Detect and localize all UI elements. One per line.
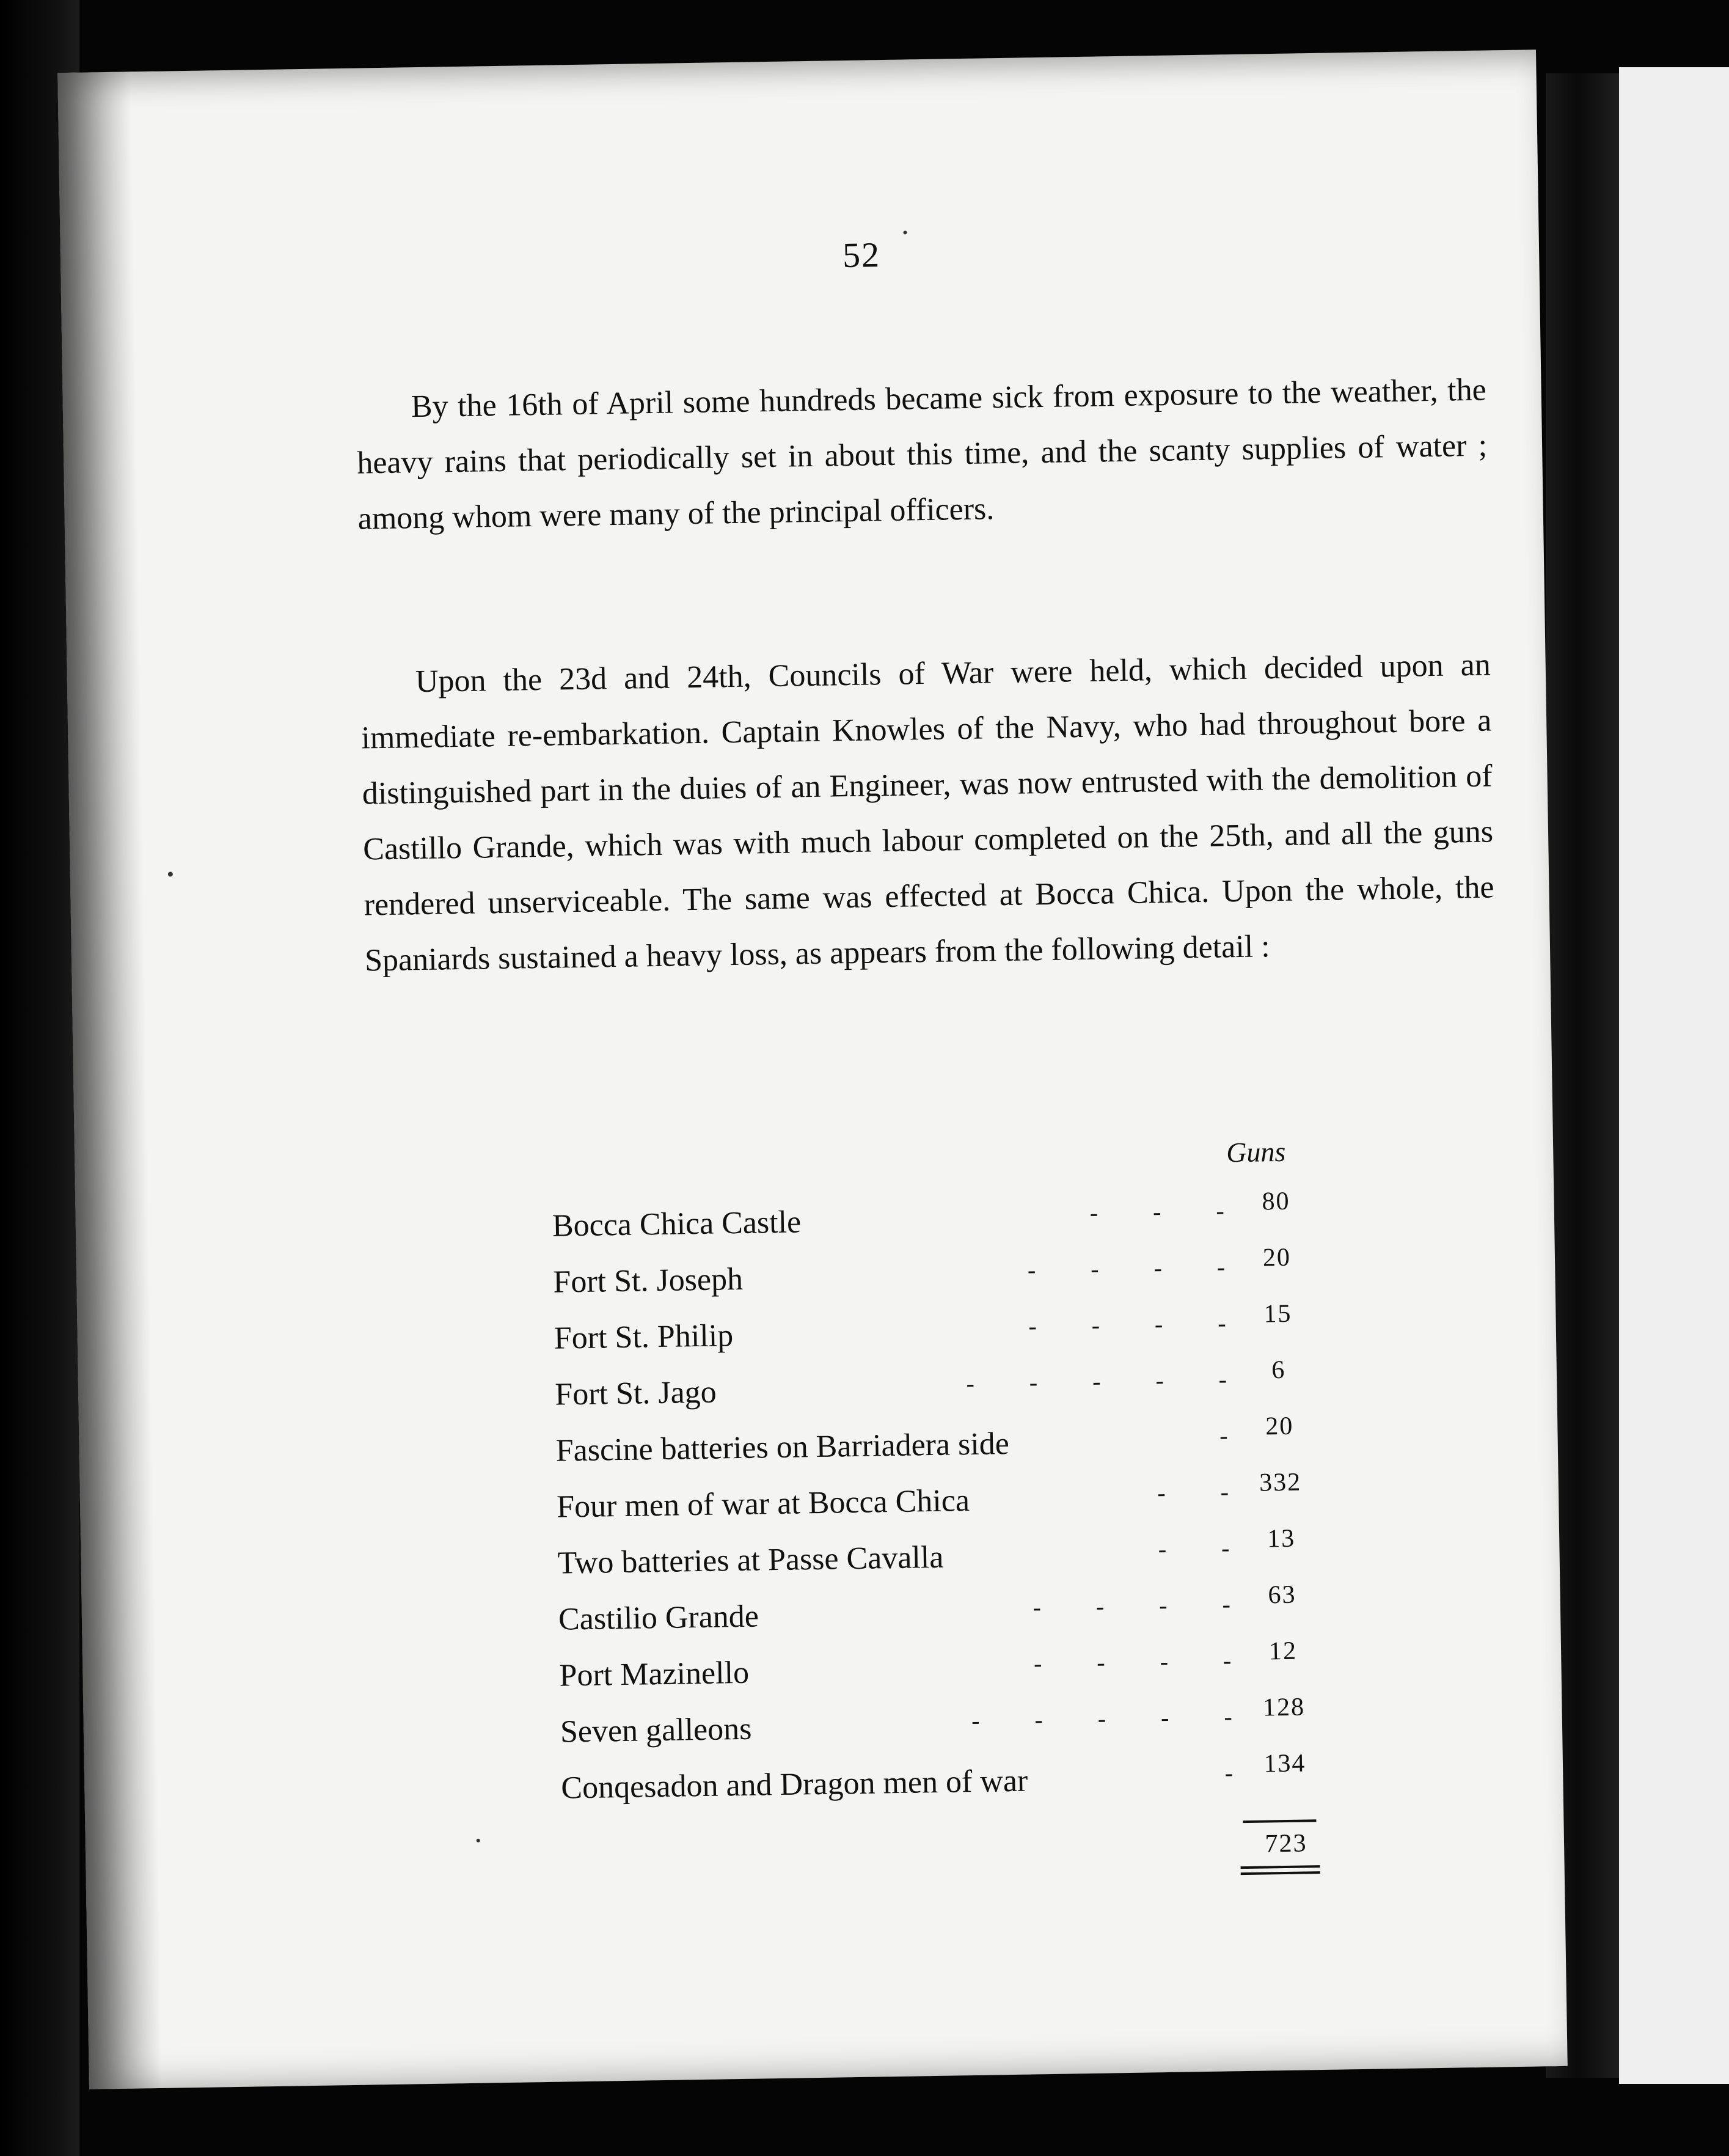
row-guns: 20 <box>1262 1243 1292 1272</box>
row-guns: 12 <box>1268 1637 1298 1666</box>
row-label: Port Mazinello <box>559 1655 750 1693</box>
row-leader: - - - - - <box>971 1702 1257 1735</box>
guns-column-header: Guns <box>1226 1135 1286 1168</box>
total-double-rule <box>1241 1865 1320 1875</box>
row-guns: 63 <box>1268 1580 1296 1610</box>
row-label: Seven galleons <box>560 1711 752 1750</box>
row-label: Four men of war at Bocca Chica <box>556 1483 970 1525</box>
guns-table <box>552 1187 1417 1858</box>
row-leader: - <box>1224 1758 1258 1787</box>
book-page <box>57 50 1568 2089</box>
row-label: Conqesadon and Dragon men of war <box>560 1763 1028 1806</box>
row-guns: 80 <box>1262 1187 1290 1216</box>
row-leader: - - - <box>1089 1196 1249 1226</box>
row-guns: 134 <box>1263 1749 1306 1778</box>
row-leader: - - - - - <box>966 1365 1252 1398</box>
row-guns: 332 <box>1259 1468 1302 1497</box>
row-leader: - - - - <box>1033 1646 1256 1678</box>
sum-rule <box>1243 1819 1316 1823</box>
row-guns: 20 <box>1265 1412 1294 1441</box>
row-leader: - - <box>1157 1477 1254 1507</box>
row-label: Castilio Grande <box>558 1599 759 1637</box>
row-leader: - <box>1219 1421 1252 1450</box>
row-leader: - - <box>1158 1533 1254 1563</box>
row-label: Fascine batteries on Barriadera side <box>555 1426 1010 1469</box>
page-number: 52 <box>842 235 881 276</box>
row-leader: - - - - <box>1033 1590 1256 1621</box>
row-label: Fort St. Joseph <box>552 1261 744 1300</box>
paragraph-2: Upon the 23d and 24th, Councils of War were held, which decided upon an immediate re-embarkation. Captain Knowles of the Navy, who had throughout bore a distinguished part in the duies of an Engineer, was now entrusted with the demolition of Castillo Grande, which was with much labour completed on the 25th, and all the guns rendered unserviceable. The same was effected at Bocca Chica. Upon the whole, the Spaniards sustained a heavy loss, as appears from the following detail : <box>360 647 1494 978</box>
row-label: Fort St. Jago <box>554 1374 717 1412</box>
row-leader: - - - - <box>1027 1252 1250 1284</box>
row-guns: 15 <box>1263 1299 1292 1329</box>
row-leader: - - - - <box>1028 1308 1251 1340</box>
paper-speck <box>903 230 907 234</box>
row-guns: 128 <box>1262 1693 1306 1722</box>
guns-total: 723 <box>1265 1829 1307 1858</box>
row-label: Fort St. Philip <box>554 1318 734 1356</box>
paper-speck <box>477 1839 480 1843</box>
row-label: Two batteries at Passe Cavalla <box>557 1539 944 1581</box>
paragraph-1: By the 16th of April some hundreds became sick from exposure to the weather, the heavy rains that periodically set in about this time, and the scanty supplies of water ; among whom were many of the principal officers. <box>356 372 1488 537</box>
row-guns: 6 <box>1271 1355 1286 1385</box>
row-label: Bocca Chica Castle <box>552 1204 802 1244</box>
facing-page-edge <box>1619 67 1729 2084</box>
row-guns: 13 <box>1267 1524 1296 1553</box>
paper-speck <box>168 871 173 876</box>
